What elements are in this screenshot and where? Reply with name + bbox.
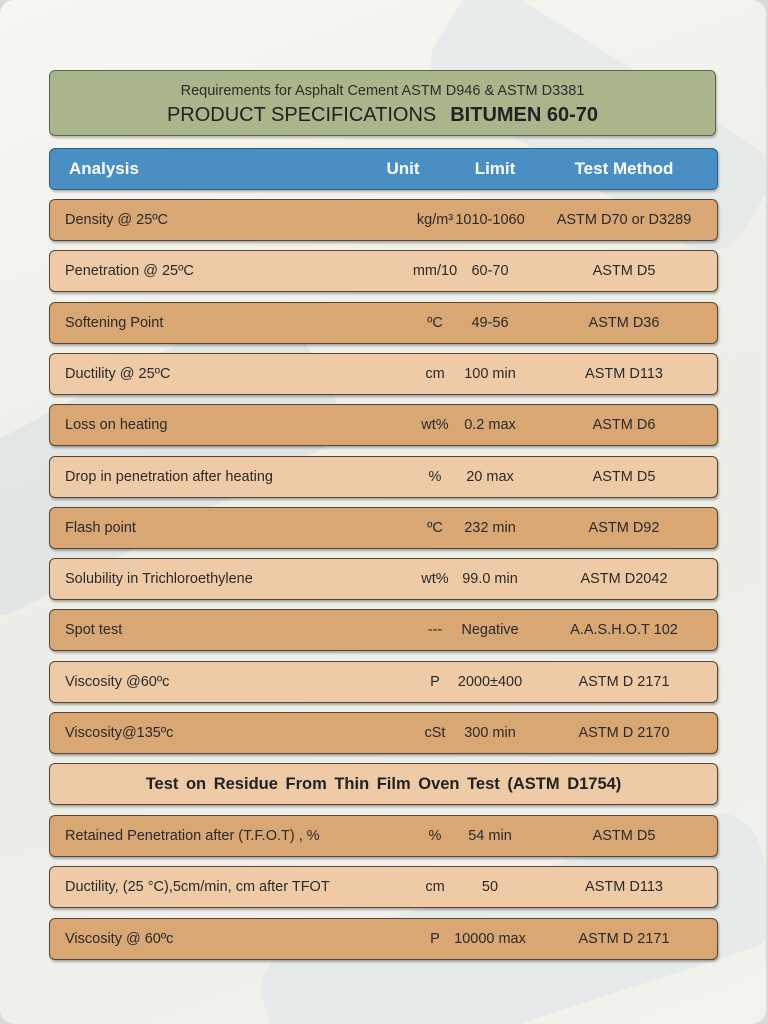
cell-unit: P [430,673,440,690]
cell-unit: ºC [427,314,443,331]
table-row [49,918,718,960]
cell-test-method: ASTM D 2171 [578,930,670,947]
cell-analysis: Solubility in Trichloroethylene [65,571,253,588]
cell-limit: 10000 max [454,930,526,947]
cell-analysis: Softening Point [65,314,164,331]
cell-test-method: ASTM D92 [588,519,660,536]
column-header-analysis: Analysis [69,159,139,178]
cell-limit: 1010-1060 [455,212,525,228]
cell-analysis: Loss on heating [65,417,168,434]
cell-test-method: ASTM D6 [592,417,656,434]
cell-limit: 50 [481,879,499,896]
cell-analysis: Ductility @ 25ºC [65,365,171,382]
cell-analysis: Retained Penetration after (T.F.O.T) , % [65,828,320,844]
cell-unit: cm [425,879,445,896]
requirements-subtitle: Requirements for Asphalt Cement ASTM D946 & ASTM D3381 [180,83,585,99]
cell-test-method: ASTM D5 [592,263,656,280]
table-row [49,558,718,600]
table-row [49,866,718,908]
table-column-header [49,148,718,190]
cell-unit: wt% [421,417,449,434]
table-row [49,199,718,241]
cell-analysis: Density @ 25ºC [65,212,169,228]
cell-test-method: ASTM D2042 [580,571,668,588]
cell-test-method: ASTM D113 [585,365,663,382]
cell-test-method: ASTM D5 [592,468,656,485]
cell-unit: --- [427,622,443,639]
cell-test-method: A.A.S.H.O.T 102 [570,622,678,639]
cell-limit: 232 min [464,519,516,536]
cell-limit: 60-70 [471,263,509,280]
cell-test-method: ASTM D 2171 [578,673,670,690]
cell-analysis: Viscosity @60ºc [65,673,170,690]
cell-limit: 20 max [466,468,514,485]
table-row [49,507,718,549]
table-row [49,712,718,754]
cell-analysis: Drop in penetration after heating [65,468,273,485]
cell-unit: cm [425,365,445,382]
cell-analysis: Ductility, (25 °C),5cm/min, cm after TFOT [65,879,330,896]
cell-limit: 54 min [468,828,512,844]
cell-unit: cSt [424,725,446,741]
table-row [49,661,718,703]
table-row [49,302,718,344]
cell-unit: P [430,930,440,947]
cell-unit: % [428,828,442,844]
cell-analysis: Viscosity @ 60ºc [65,930,174,947]
column-header-limit: Limit [474,159,516,178]
cell-limit: 99.0 min [462,571,518,588]
cell-analysis: Flash point [65,519,136,536]
cell-test-method: ASTM D36 [588,314,660,331]
title-text: PRODUCT SPECIFICATIONS [166,104,437,126]
table-row [49,404,718,446]
cell-unit: ºC [427,519,443,536]
cell-unit: kg/m³ [416,212,454,228]
table-row [49,353,718,395]
column-header-unit: Unit [386,159,420,178]
table-row [49,609,718,651]
cell-unit: wt% [421,571,449,588]
table-row [49,456,718,498]
cell-unit: mm/10 [412,263,458,280]
cell-limit: 300 min [464,725,516,741]
product-name: BITUMEN 60-70 [450,104,599,126]
cell-limit: Negative [461,622,519,639]
cell-unit: % [428,468,442,485]
cell-test-method: ASTM D113 [585,879,663,896]
cell-limit: 0.2 max [464,417,516,434]
cell-analysis: Spot test [65,622,123,639]
cell-test-method: ASTM D5 [592,828,656,844]
residue-section-title: Test on Residue From Thin Film Oven Test (ASTM D1754) [49,763,718,805]
column-header-test-method: Test Method [574,159,674,178]
cell-analysis: Viscosity@135ºc [65,725,174,741]
cell-limit: 2000±400 [457,673,523,690]
cell-limit: 100 min [464,365,516,382]
spec-header [49,70,716,136]
table-row [49,250,718,292]
page-title [50,104,715,127]
cell-analysis: Penetration @ 25ºC [65,263,194,280]
table-row [49,815,718,857]
cell-limit: 49-56 [471,314,509,331]
cell-test-method: ASTM D70 or D3289 [556,212,692,228]
cell-test-method: ASTM D 2170 [578,725,670,741]
